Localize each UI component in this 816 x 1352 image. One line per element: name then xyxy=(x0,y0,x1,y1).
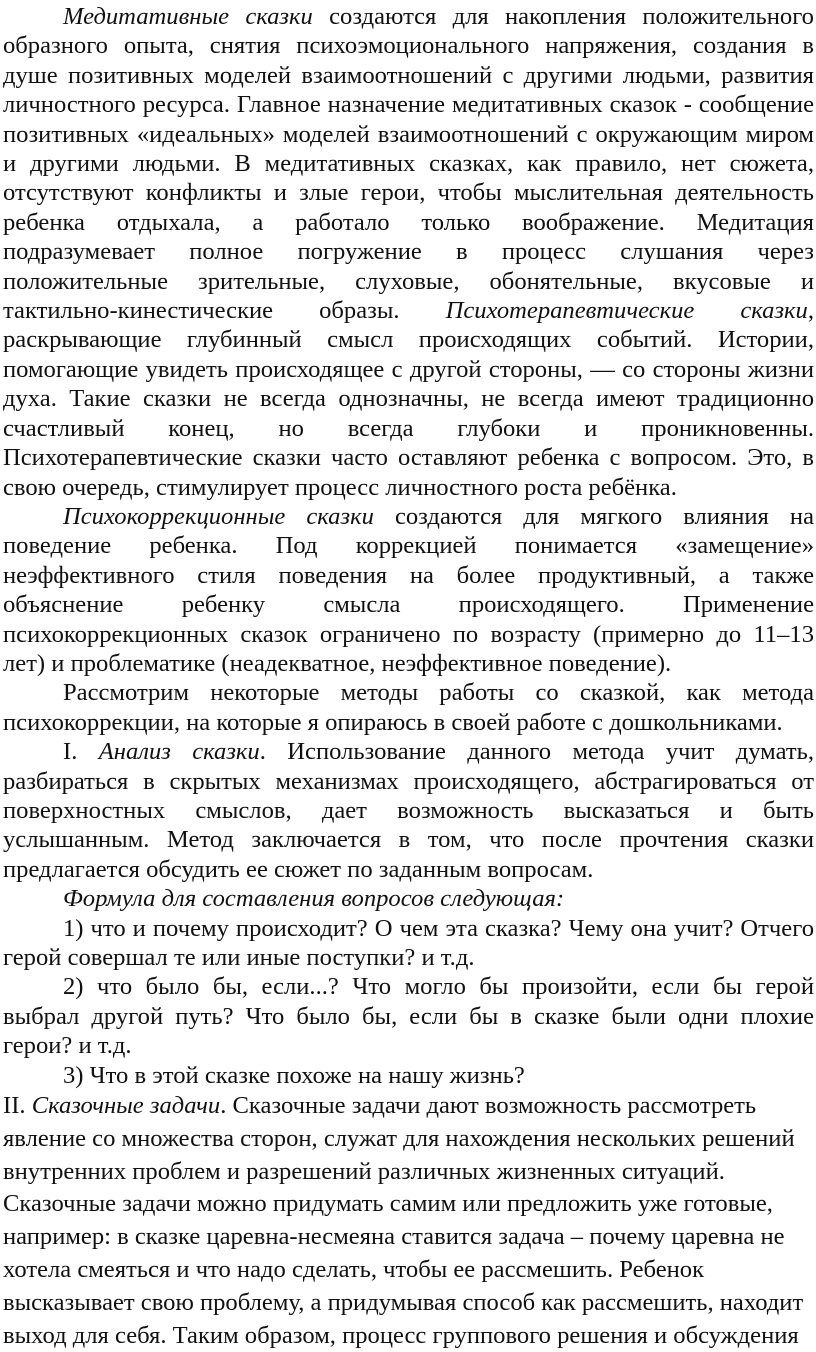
paragraph-text: , раскрывающие глубинный смысл происходящих событий. Истории, помогающие увидеть происходящее с другой стороны, — со стороны жизни духа. Такие сказки не всегда однозначны, не всегда имеют традиционно счастливый конец, но всегда глубоки и проникновенны. Психотерапевтические сказки часто оставляют ребенка с вопросом. Это, в свою очередь, стимулирует процесс личностного роста ребёнка. xyxy=(3,297,814,501)
paragraph-text: 1) что и почему происходит? О чем эта сказка? Чему она учит? Отчего герой совершал те или иные поступки? и т.д. xyxy=(3,914,814,971)
section-numeral: II. xyxy=(3,1092,32,1120)
term-tale-analysis: Анализ сказки xyxy=(98,738,260,766)
paragraph-question-formula xyxy=(3,884,814,913)
paragraph-meditative-tales xyxy=(3,2,814,502)
paragraph-text: . Использование данного метода учит думать, разбираться в скрытых механизмах происходящего, абстрагироваться от поверхностных смыслов, дает возможность высказаться и быть услышанным. Метод заключается в том, что после прочтения сказки предлагается обсудить ее сюжет по заданным вопросам. xyxy=(3,738,814,883)
list-item-question-1 xyxy=(3,914,814,973)
formula-heading: Формула для составления вопросов следующая: xyxy=(63,885,565,913)
term-psychotherapeutic-tales: Психотерапевтические сказки xyxy=(445,297,808,325)
paragraph-method-analysis xyxy=(3,737,814,884)
paragraph-method-fairy-tasks xyxy=(3,1090,814,1352)
section-numeral: I. xyxy=(63,738,99,766)
paragraph-text: Рассмотрим некоторые методы работы со сказкой, как метода психокоррекции, на которые я опираюсь в своей работе с дошкольниками. xyxy=(3,679,814,736)
term-fairy-tasks: Сказочные задачи xyxy=(31,1092,221,1120)
list-item-question-3 xyxy=(3,1061,814,1090)
paragraph-text: 2) что было бы, если...? Что могло бы произойти, если бы герой выбрал другой путь? Что было бы, если бы в сказке были одни плохие герои? и т.д. xyxy=(3,973,814,1060)
list-item-question-2 xyxy=(3,972,814,1060)
paragraph-text: создаются для мягкого влияния на поведение ребенка. Под коррекцией понимается «замещение» неэффективного стиля поведения на более продуктивный, а также объяснение ребенку смысла происходящего. Применение психокоррекционных сказок ограничено по возрасту (примерно до 11–13 лет) и проблематике (неадекватное, неэффективное поведение). xyxy=(3,502,815,677)
paragraph-text: 3) Что в этой сказке похоже на нашу жизнь? xyxy=(63,1061,525,1089)
paragraph-text: . Сказочные задачи дают возможность рассмотреть явление со множества сторон, служат для нахождения нескольких решений внутренних проблем и разрешений различных жизненных ситуаций. Сказочные задачи можно придумать самим или предложить уже готовые, например: в сказке царевна-несмеяна ставится задача – почему царевна не хотела смеяться и что надо сделать, чтобы ее рассмешить. Ребенок высказывает свою проблему, а придумывая способ как рассмешить, находит выход для себя. Таким образом, процесс группового решения и обсуждения xyxy=(3,1092,804,1349)
paragraph-psychocorrective-tales xyxy=(3,502,814,678)
term-psychocorrective-tales: Психокоррекционные сказки xyxy=(63,502,374,530)
paragraph-text: создаются для накопления положительного образного опыта, снятия психоэмоционального напряжения, создания в душе позитивных моделей взаимоотношений с другими людьми, развития личностного ресурса. Главное назначение медитативных сказок - сообщение позитивных «идеальных» моделей взаимоотношений с окружающим миром и другими людьми. В медитативных сказках, как правило, нет сюжета, отсутствуют конфликты и злые герои, чтобы мыслительная деятельность ребенка отдыхала, а работало только воображение. Медитация подразумевает полное погружение в процесс слушания через положительные зрительные, слуховые, обонятельные, вкусовые и тактильно-кинестические образы. xyxy=(3,3,814,325)
term-meditative-tales: Медитативные сказки xyxy=(63,3,313,30)
paragraph-methods-intro xyxy=(3,678,814,737)
